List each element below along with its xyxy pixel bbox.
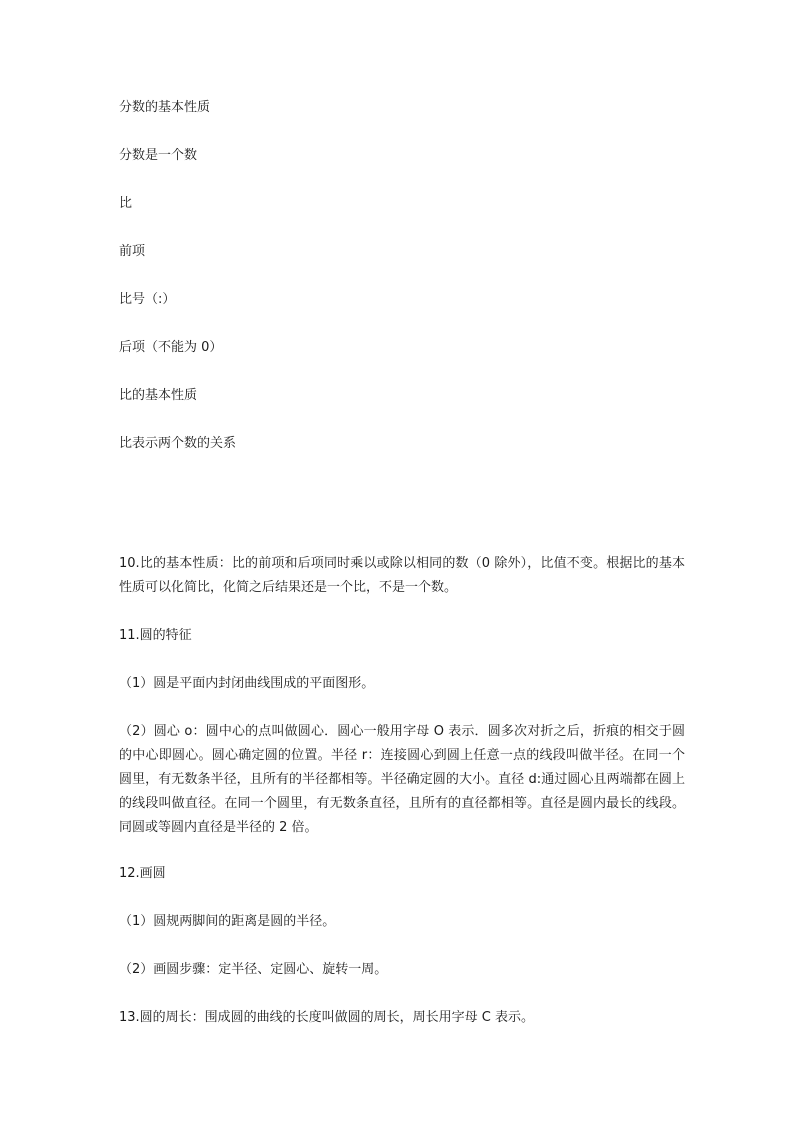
outline-item-consequent: 后项（不能为 0） [119, 340, 223, 355]
outline-item-fraction-is-number: 分数是一个数 [119, 148, 198, 163]
heading-12-draw-circle: 12.画圆 [119, 866, 166, 881]
paragraph-12-1: （1）圆规两脚间的距离是圆的半径。 [119, 914, 336, 929]
outline-item-ratio-sign: 比号（:） [119, 292, 176, 307]
heading-11-circle-features: 11.圆的特征 [119, 628, 192, 643]
paragraph-13-circumference: 13.圆的周长：围成圆的曲线的长度叫做圆的周长，周长用字母 C 表示。 [119, 1010, 535, 1025]
outline-item-ratio: 比 [119, 196, 133, 211]
paragraph-11-2: （2）圆心 o：圆中心的点叫做圆心．圆心一般用字母 O 表示．圆多次对折之后，折痕的相交于圆的中心即圆心。圆心确定圆的位置。半径 r：连接圆心到圆上任意一点的线段叫做半径。在同一个圆里，有无数条半径，且所有的半径都相等。半径确定圆的大小。直径 d:通过圆心且两端都在圆上的线段叫做直径。在同一个圆里，有无数条直径，且所有的直径都相等。直径是圆内最长的线段。同圆或等圆内直径是半径的 2 倍。 [119, 724, 685, 835]
paragraph-11-1: （1）圆是平面内封闭曲线围成的平面图形。 [119, 676, 375, 691]
outline-item-antecedent: 前项 [119, 244, 146, 259]
paragraph-12-2: （2）画圆步骤：定半径、定圆心、旋转一周。 [119, 962, 388, 977]
paragraph-10-ratio-property: 10.比的基本性质：比的前项和后项同时乘以或除以相同的数（0 除外），比值不变。根据比的基本性质可以化简比，化简之后结果还是一个比，不是一个数。 [119, 556, 685, 595]
outline-item-ratio-relation: 比表示两个数的关系 [119, 436, 237, 451]
outline-item-ratio-property: 比的基本性质 [119, 388, 198, 403]
outline-item-fraction-property: 分数的基本性质 [119, 100, 211, 115]
